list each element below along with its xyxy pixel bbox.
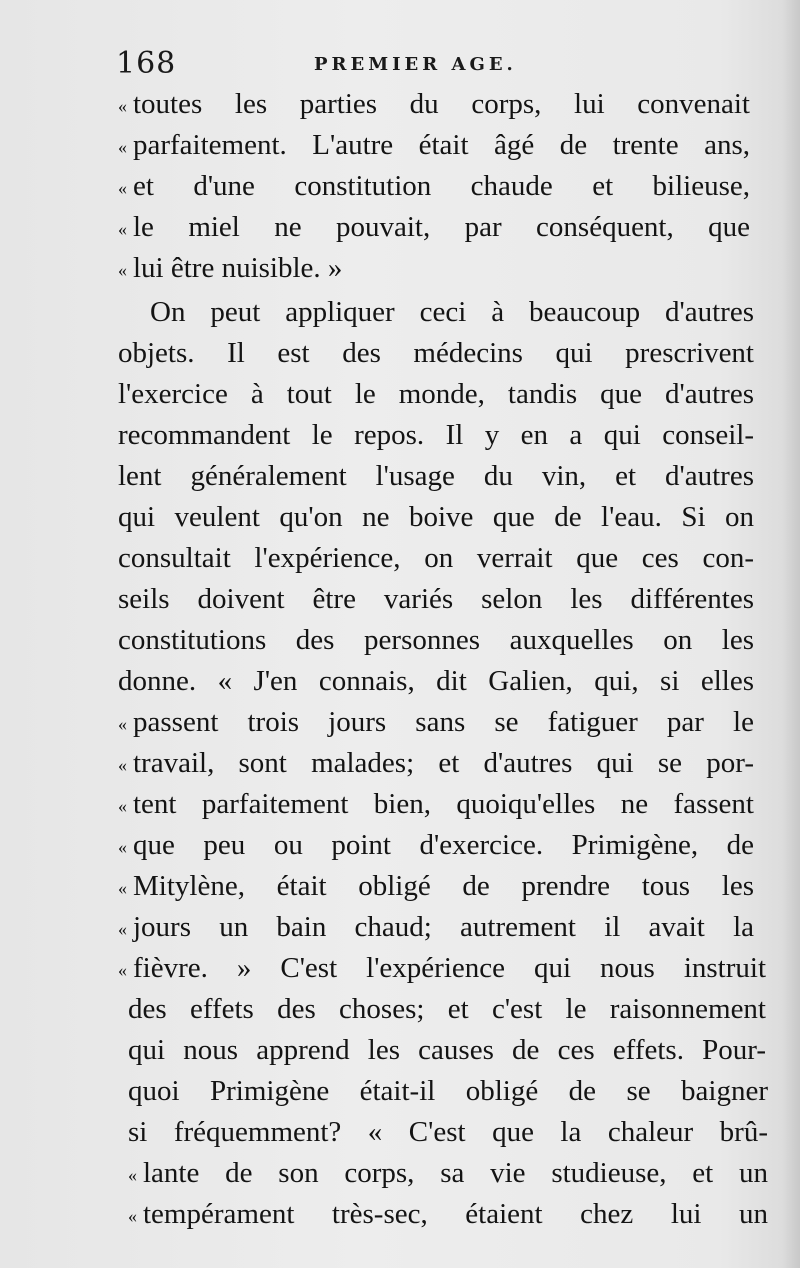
guillemet: «: [118, 178, 127, 199]
text-line: [118, 579, 754, 619]
text-line: [118, 125, 750, 165]
line-text: lui être nuisible. »: [133, 252, 343, 284]
text-line: [128, 1153, 768, 1193]
line-text: jours un bain chaud; autrement il avait la: [133, 911, 754, 943]
guillemet: «: [128, 1206, 137, 1227]
guillemet: «: [118, 260, 127, 281]
text-line: [118, 84, 750, 124]
text-line: [118, 907, 754, 947]
line-text: qui veulent qu'on ne boive que de l'eau. Si on: [118, 501, 754, 533]
text-line: [118, 538, 754, 578]
text-line: [118, 333, 754, 373]
line-text: lent généralement l'usage du vin, et d'autres: [118, 460, 754, 492]
text-line: [118, 784, 754, 824]
text-line: [128, 1030, 766, 1070]
guillemet: «: [118, 219, 127, 240]
line-text: fièvre. » C'est l'expérience qui nous instruit: [133, 952, 766, 984]
line-text: si fréquemment? « C'est que la chaleur brû-: [128, 1116, 768, 1148]
text-line: [118, 374, 754, 414]
line-text: tent parfaitement bien, quoiqu'elles ne fassent: [133, 788, 754, 820]
line-text: consultait l'expérience, on verrait que ces con-: [118, 542, 754, 574]
text-line: [128, 1112, 768, 1152]
line-text: travail, sont malades; et d'autres qui se por-: [133, 747, 754, 779]
line-text: le miel ne pouvait, par conséquent, que: [133, 211, 750, 243]
text-line: [128, 1071, 768, 1111]
guillemet: «: [118, 960, 127, 981]
text-line: [118, 207, 750, 247]
line-text: quoi Primigène était-il obligé de se baigner: [128, 1075, 768, 1107]
page-header: [0, 44, 800, 88]
line-text: donne. « J'en connais, dit Galien, qui, si elles: [118, 665, 754, 697]
line-text: et d'une constitution chaude et bilieuse,: [133, 170, 750, 202]
line-text: qui nous apprend les causes de ces effets. Pour-: [128, 1034, 766, 1066]
text-line: [118, 743, 754, 783]
text-line: [118, 620, 754, 660]
line-text: passent trois jours sans se fatiguer par le: [133, 706, 754, 738]
guillemet: «: [118, 796, 127, 817]
line-text: On peut appliquer ceci à beaucoup d'autres: [150, 296, 754, 328]
line-text: recommandent le repos. Il y en a qui conseil-: [118, 419, 754, 451]
line-text: que peu ou point d'exercice. Primigène, de: [133, 829, 754, 861]
guillemet: «: [118, 837, 127, 858]
guillemet: «: [118, 714, 127, 735]
line-text: parfaitement. L'autre était âgé de trente ans,: [133, 129, 750, 161]
text-line: [128, 989, 766, 1029]
guillemet: «: [118, 96, 127, 117]
text-line: [118, 702, 754, 742]
line-text: tempérament très-sec, étaient chez lui un: [143, 1198, 768, 1230]
guillemet: «: [128, 1165, 137, 1186]
text-line: [118, 456, 754, 496]
text-line: [118, 825, 754, 865]
line-text: objets. Il est des médecins qui prescrivent: [118, 337, 754, 369]
guillemet: «: [118, 878, 127, 899]
text-line: [118, 497, 754, 537]
running-head: PREMIER AGE.: [314, 54, 517, 75]
text-line: [128, 1194, 768, 1234]
guillemet: «: [118, 137, 127, 158]
guillemet: «: [118, 755, 127, 776]
line-text: seils doivent être variés selon les différentes: [118, 583, 754, 615]
text-line: [118, 948, 766, 988]
line-text: des effets des choses; et c'est le raisonnement: [128, 993, 766, 1025]
page-number: 168: [116, 46, 177, 81]
line-text: constitutions des personnes auxquelles on les: [118, 624, 754, 656]
line-text: lante de son corps, sa vie studieuse, et un: [143, 1157, 768, 1189]
line-text: toutes les parties du corps, lui convenait: [133, 88, 750, 120]
paragraph-first-line: [150, 292, 754, 332]
text-line: [118, 661, 754, 701]
text-line: [118, 415, 754, 455]
line-text: Mitylène, était obligé de prendre tous les: [133, 870, 754, 902]
text-line: [118, 866, 754, 906]
text-line: [118, 166, 750, 206]
guillemet: «: [118, 919, 127, 940]
text-line: [118, 248, 750, 288]
line-text: l'exercice à tout le monde, tandis que d'autres: [118, 378, 754, 410]
